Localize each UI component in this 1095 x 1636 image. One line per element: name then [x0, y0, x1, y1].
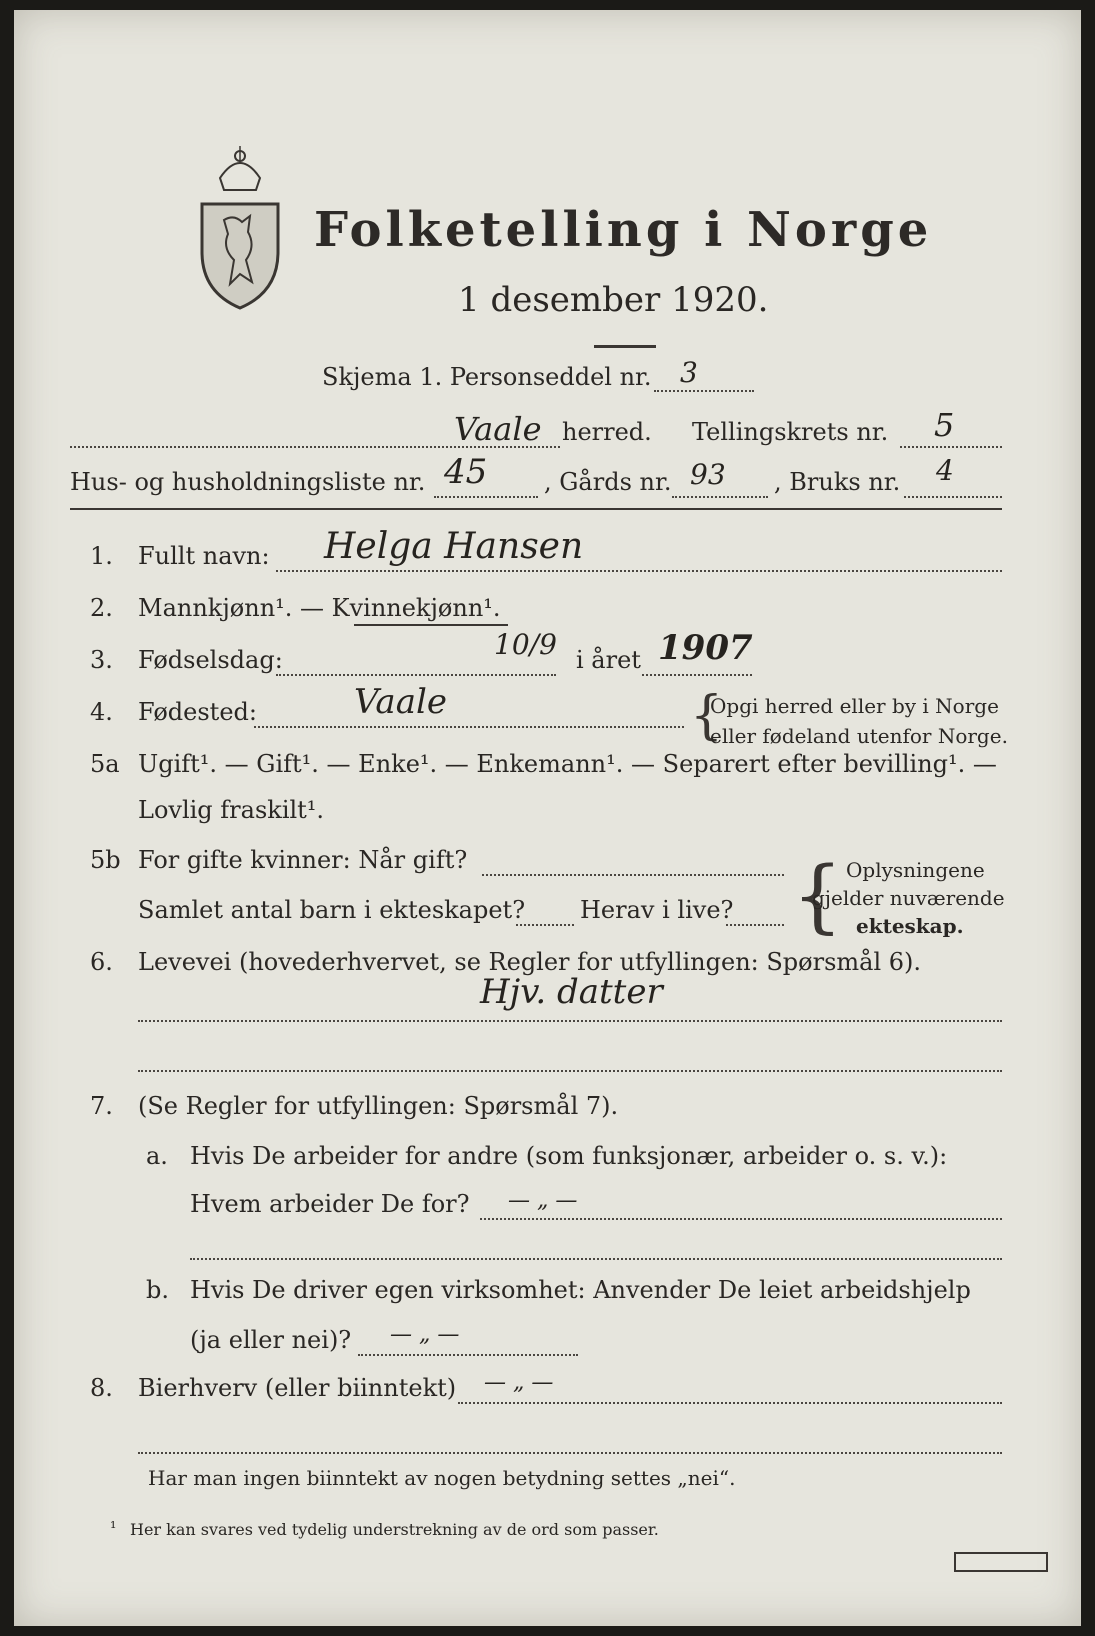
q4-number: 4.: [90, 698, 113, 726]
q5b-number: 5b: [90, 846, 121, 874]
birth-year-line: [642, 674, 752, 676]
person-slip-number-value[interactable]: 3: [680, 356, 698, 389]
person-slip-number-line: [654, 390, 754, 392]
side-income-line: [458, 1402, 1002, 1404]
household-list-line: [434, 496, 538, 498]
holding-number-value[interactable]: 4: [936, 454, 954, 487]
q7b-letter: b.: [146, 1276, 169, 1304]
farm-number-line: [672, 496, 768, 498]
footnote-text: Her kan svares ved tydelig understrekning av de ord som passer.: [130, 1520, 659, 1539]
q6-label: Levevei (hovederhvervet, se Regler for utfyllingen: Spørsmål 6).: [138, 948, 922, 976]
hired-help-value[interactable]: — „ —: [390, 1322, 460, 1347]
holding-number-label: , Bruks nr.: [774, 468, 901, 496]
children-alive-line: [726, 924, 784, 926]
birth-year-value[interactable]: 1907: [658, 628, 753, 668]
header-divider: [70, 508, 1002, 510]
q7-label: (Se Regler for utfyllingen: Spørsmål 7).: [138, 1092, 619, 1120]
herred-label: herred.: [562, 418, 652, 446]
counting-district-line: [900, 446, 1002, 448]
form-title: Folketelling i Norge: [314, 202, 933, 258]
income-note: Har man ingen biinntekt av nogen betydning settes „nei“.: [148, 1466, 736, 1490]
hired-help-line: [358, 1354, 578, 1356]
q5a-label: Ugift¹. — Gift¹. — Enke¹. — Enkemann¹. — Separert efter bevilling¹. —: [138, 750, 997, 778]
q3-label: Fødselsdag:: [138, 646, 283, 674]
herred-value[interactable]: Vaale: [454, 410, 542, 448]
birthdate-line: [276, 674, 556, 676]
birthplace-note-brace: {: [690, 686, 724, 746]
footnote-marker: ¹: [110, 1518, 117, 1537]
farm-number-value[interactable]: 93: [690, 458, 726, 491]
q5b-alive-label: Herav i live?: [580, 896, 734, 924]
printer-stamp: [954, 1552, 1048, 1572]
counting-district-label: Tellingskrets nr.: [692, 418, 889, 446]
q5b-label: For gifte kvinner: Når gift?: [138, 846, 468, 874]
marriage-note-brace: {: [792, 849, 843, 942]
full-name-value[interactable]: Helga Hansen: [324, 526, 584, 567]
female-underline-mark: [354, 624, 508, 626]
q4-label: Fødested:: [138, 698, 257, 726]
farm-number-label: , Gårds nr.: [544, 468, 672, 496]
counting-district-value[interactable]: 5: [934, 406, 955, 444]
occupation-value[interactable]: Hjv. datter: [480, 972, 663, 1012]
household-list-label: Hus- og husholdningsliste nr.: [70, 468, 426, 496]
q7a-employer-label: Hvem arbeider De for?: [190, 1190, 470, 1218]
q1-number: 1.: [90, 542, 113, 570]
census-form-sheet: [14, 10, 1081, 1626]
marriage-note-line2: gjelder nuværende: [812, 886, 1005, 910]
schema-label: Skjema 1. Personseddel nr.: [322, 363, 652, 391]
q6-number: 6.: [90, 948, 113, 976]
household-list-value[interactable]: 45: [444, 452, 488, 492]
birthdate-value[interactable]: 10/9: [494, 628, 557, 661]
occupation-line-1: [138, 1020, 1002, 1022]
q8-number: 8.: [90, 1374, 113, 1402]
holding-number-line: [904, 496, 1002, 498]
q3-number: 3.: [90, 646, 113, 674]
q8-label: Bierhverv (eller biinntekt): [138, 1374, 457, 1402]
title-divider: [594, 345, 656, 348]
birthplace-value[interactable]: Vaale: [354, 682, 447, 722]
birthplace-line: [254, 726, 684, 728]
q2-number: 2.: [90, 594, 113, 622]
side-income-value[interactable]: — „ —: [484, 1370, 554, 1395]
children-count-line: [516, 924, 574, 926]
side-income-line-2: [138, 1452, 1002, 1454]
occupation-line-2: [138, 1070, 1002, 1072]
employer-line: [480, 1218, 1002, 1220]
full-name-line: [276, 570, 1002, 572]
employer-line-2: [190, 1258, 1002, 1260]
q5b-children-label: Samlet antal barn i ekteskapet?: [138, 896, 526, 924]
year-label: i året: [576, 646, 641, 674]
q7b-label: Hvis De driver egen virksomhet: Anvender De leiet arbeidshjelp: [190, 1276, 971, 1304]
form-date: 1 desember 1920.: [458, 280, 769, 320]
marriage-note-line1: Oplysningene: [846, 858, 985, 882]
marriage-date-line: [482, 874, 784, 876]
q7a-label: Hvis De arbeider for andre (som funksjonær, arbeider o. s. v.):: [190, 1142, 948, 1170]
norwegian-coat-of-arms-icon: [190, 142, 290, 314]
employer-value[interactable]: — „ —: [508, 1188, 578, 1213]
q7-number: 7.: [90, 1092, 113, 1120]
q1-label: Fullt navn:: [138, 542, 270, 570]
q5a-label-cont: Lovlig fraskilt¹.: [138, 796, 325, 824]
q2-label: Mannkjønn¹. — Kvinnekjønn¹.: [138, 594, 501, 622]
q5a-number: 5a: [90, 750, 120, 778]
marriage-note-line3: ekteskap.: [856, 914, 964, 938]
birthplace-note-line1: Opgi herred eller by i Norge: [710, 694, 999, 718]
q7b-label-cont: (ja eller nei)?: [190, 1326, 352, 1354]
birthplace-note-line2: eller fødeland utenfor Norge.: [710, 724, 1008, 748]
q7a-letter: a.: [146, 1142, 168, 1170]
